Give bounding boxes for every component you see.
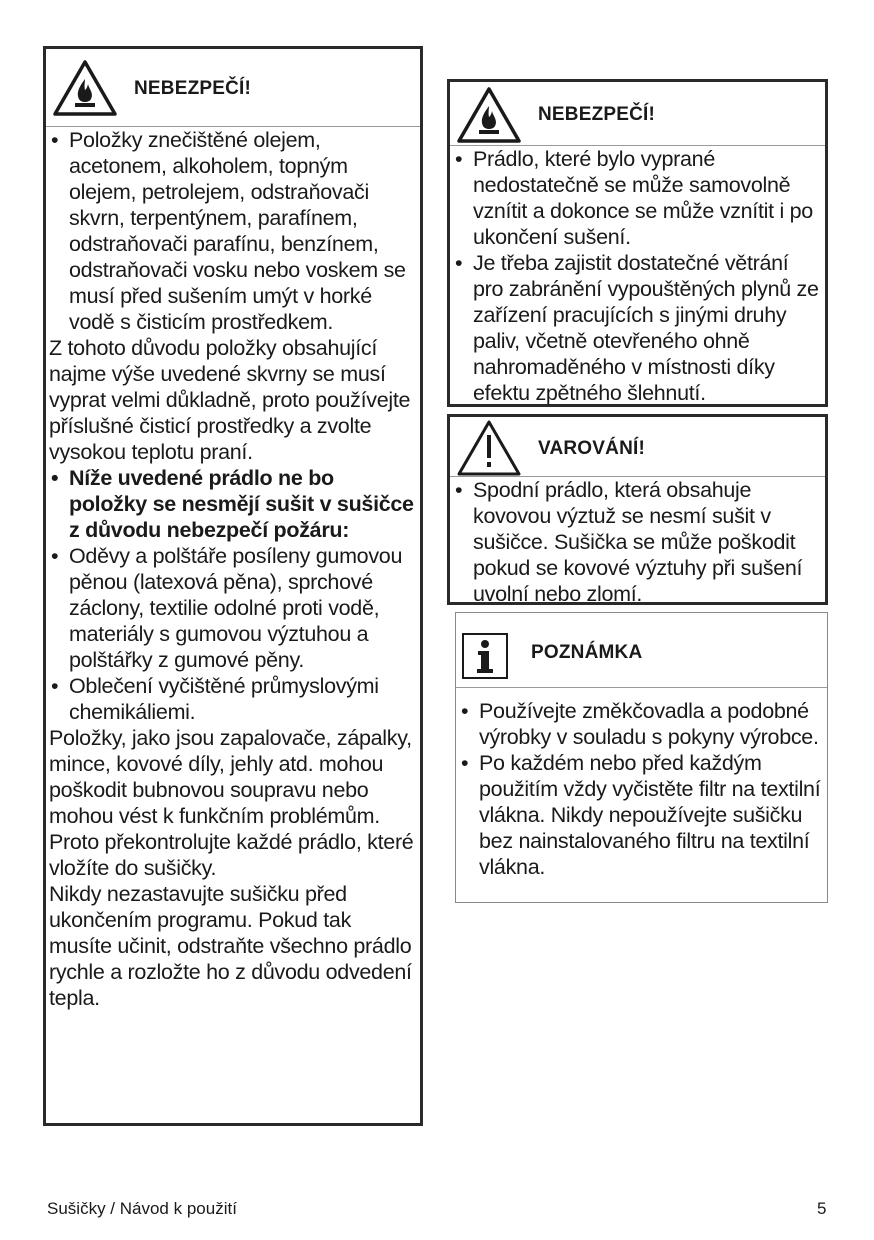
left-danger-body bbox=[46, 127, 420, 1011]
info-icon bbox=[462, 633, 508, 684]
warning-body bbox=[450, 477, 825, 607]
page-number: 5 bbox=[817, 1199, 827, 1218]
note-body bbox=[456, 688, 827, 880]
warning-title: VAROVÁNÍ! bbox=[538, 438, 646, 459]
list-item: • Oblečení vyčištěné průmyslovými chemikáliemi. bbox=[49, 673, 416, 725]
warning-header bbox=[450, 417, 825, 477]
footer-title: Sušičky / Návod k použití bbox=[47, 1199, 237, 1218]
note-header bbox=[456, 613, 827, 688]
list-item-bold: • Níže uvedené prádlo ne bo položky se nesmějí sušit v sušičce z důvodu nebezpečí požáru: bbox=[49, 465, 416, 543]
list-item: • Položky znečištěné olejem, acetonem, alkoholem, topným olejem, petrolejem, odstraňovači skvrn, terpentýnem, parafínem, odstraňovači parafínu, benzínem, odstraňovači vosku nebo voskem se musí před sušením umýt v horké vodě s čisticím prostředkem. bbox=[49, 127, 416, 335]
note-box bbox=[455, 612, 828, 903]
list-item: • Oděvy a polštáře posíleny gumovou pěnou (latexová pěna), sprchové záclony, textilie odolné proti vodě, materiály s gumovou výztuhou a polštářky z gumové pěny. bbox=[49, 543, 416, 673]
warning-box bbox=[447, 414, 828, 605]
left-danger-header bbox=[46, 49, 420, 127]
paragraph: Položky, jako jsou zapalovače, zápalky, mince, kovové díly, jehly atd. mohou poškodit bubnovou soupravu nebo mohou vést k funkčním problémům. Proto překontrolujte každé prádlo, které vložíte do sušičky. bbox=[49, 726, 414, 880]
flame-warning-icon bbox=[456, 86, 522, 149]
list-item: • Po každém nebo před každým použitím vždy vyčistěte filtr na textilní vlákna. Nikdy nepoužívejte sušičku bez nainstalovaného filtru na textilní vlákna. bbox=[459, 750, 824, 880]
list-item: • Je třeba zajistit dostatečné větrání pro zabránění vypouštěných plynů ze zařízení pracujících s jinými druhy paliv, včetně otevřeného ohně nahromaděného v místnosti díky efektu zpětného šlehnutí. bbox=[453, 250, 822, 406]
paragraph: Nikdy nezastavujte sušičku před ukončením programu. Pokud tak musíte učinit, odstraňte všechno prádlo rychle a rozložte ho z důvodu odvedení tepla. bbox=[49, 882, 412, 1010]
list-item: • Prádlo, které bylo vyprané nedostatečně se může samovolně vznítit a dokonce se může vznítit i po ukončení sušení. bbox=[453, 146, 822, 250]
flame-warning-icon bbox=[52, 59, 118, 122]
exclamation-warning-icon bbox=[456, 419, 522, 482]
right-danger-header bbox=[450, 82, 825, 146]
list-item: • Používejte změkčovadla a podobné výrobky v souladu s pokyny výrobce. bbox=[459, 698, 824, 750]
left-danger-title: NEBEZPEČÍ! bbox=[134, 78, 252, 99]
left-danger-box bbox=[43, 46, 423, 1126]
right-danger-body bbox=[450, 146, 825, 406]
paragraph: Z tohoto důvodu položky obsahující najme výše uvedené skvrny se musí vyprat velmi důkladně, proto používejte příslušné čisticí prostředky a zvolte vysokou teplotu praní. bbox=[49, 336, 411, 464]
right-danger-title: NEBEZPEČÍ! bbox=[538, 104, 656, 125]
note-title: POZNÁMKA bbox=[531, 642, 643, 663]
list-item: • Spodní prádlo, která obsahuje kovovou výztuž se nesmí sušit v sušičce. Sušička se může poškodit pokud se kovové výztuhy při sušení uvolní nebo zlomí. bbox=[453, 477, 822, 607]
right-danger-box bbox=[447, 79, 828, 407]
